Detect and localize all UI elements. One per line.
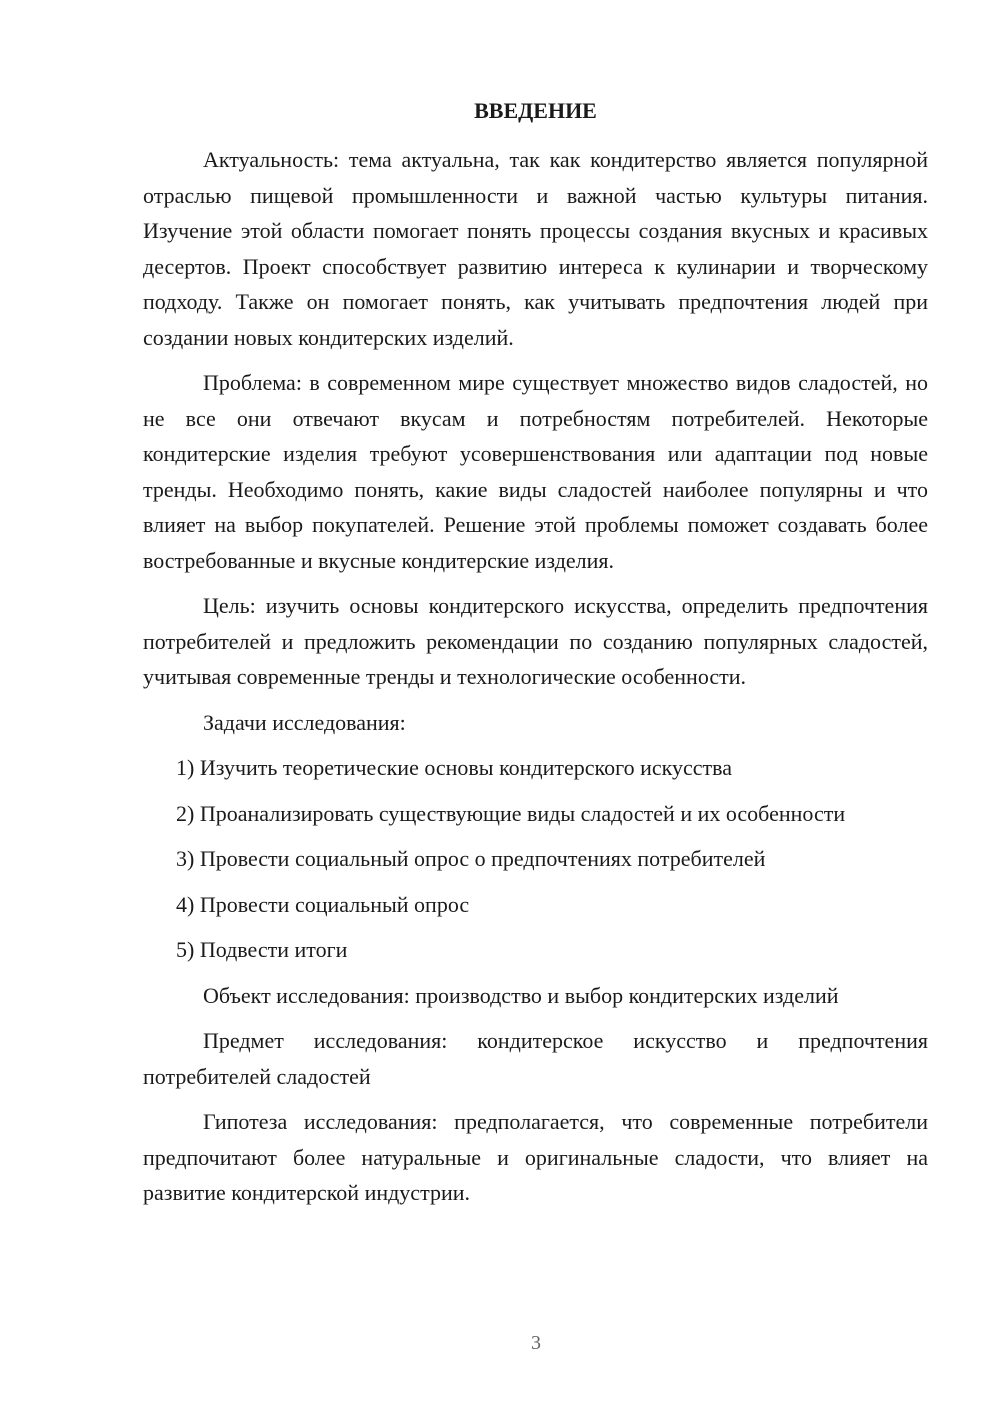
task-item-4: 4) Провести социальный опрос	[176, 891, 470, 917]
document-page	[143, 94, 928, 1221]
tasks-heading: Задачи исследования:	[203, 709, 406, 735]
object-paragraph: Объект исследования: производство и выбор кондитерских изделий	[203, 982, 839, 1008]
task-item-1: 1) Изучить теоретические основы кондитерского искусства	[176, 755, 733, 780]
task-item-3: 3) Провести социальный опрос о предпочтениях потребителей	[176, 846, 766, 871]
task-item-5: 5) Подвести итоги	[176, 937, 348, 962]
page-number: 3	[531, 1332, 541, 1354]
section-title: ВВЕДЕНИЕ	[474, 98, 597, 123]
problem-paragraph: Проблема: в современном мире существует множество видов сладостей, но не все они отвечают вкусам и потребностям потребителей. Некоторые кондитерские изделия требуют усовершенствования или адаптации под новые тренды. Необходимо понять, какие виды сладостей наиболее популярны и что влияет на выбор покупателей. Решение этой проблемы поможет создавать более востребованные и вкусные кондитерские изделия.	[143, 370, 928, 573]
task-item-2: 2) Проанализировать существующие виды сладостей и их особенности	[176, 800, 846, 826]
relevance-paragraph: Актуальность: тема актуальна, так как кондитерство является популярной отраслью пищевой промышленности и важной частью культуры питания. Изучение этой области помогает понять процессы создания вкусных и красивых десертов. Проект способствует развитию интереса к кулинарии и творческому подходу. Также он помогает понять, как учитывать предпочтения людей при создании новых кондитерских изделий.	[143, 147, 928, 350]
hypothesis-paragraph: Гипотеза исследования: предполагается, что современные потребители предпочитают более натуральные и оригинальные сладости, что влияет на развитие кондитерской индустрии.	[143, 1109, 928, 1205]
subject-paragraph: Предмет исследования: кондитерское искусство и предпочтения потребителей сладостей	[143, 1028, 928, 1089]
goal-paragraph: Цель: изучить основы кондитерского искусства, определить предпочтения потребителей и предложить рекомендации по созданию популярных сладостей, учитывая современные тренды и технологические особенности.	[143, 593, 928, 689]
tasks-list	[143, 750, 928, 968]
